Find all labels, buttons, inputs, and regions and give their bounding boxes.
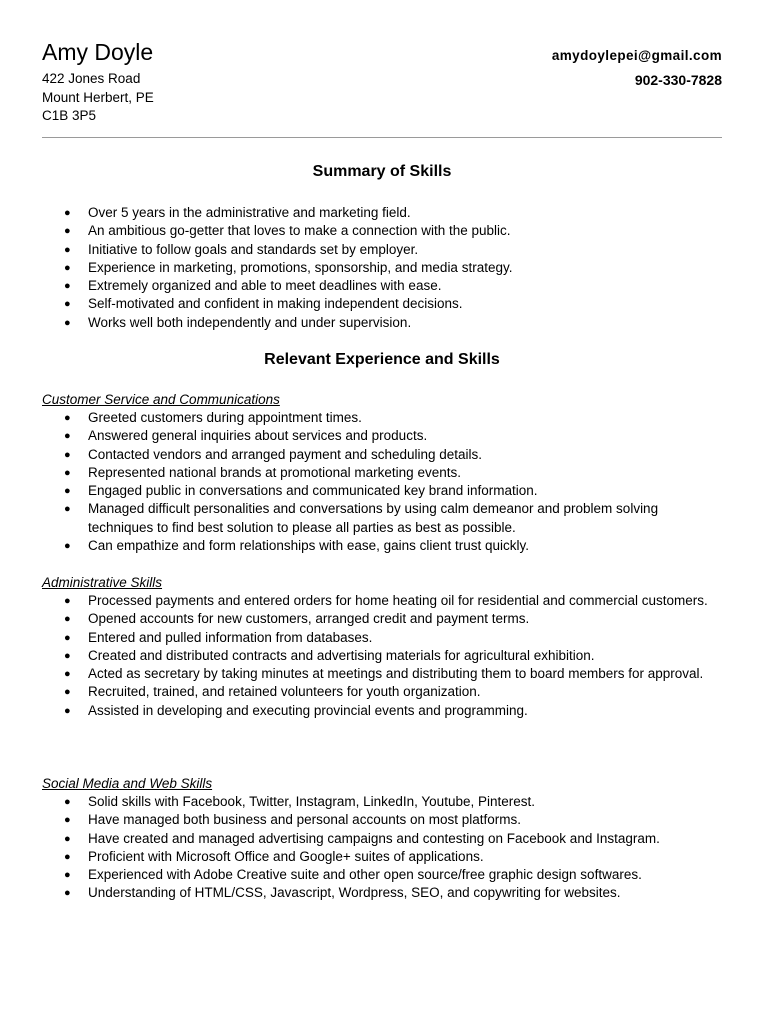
list-item-text: Works well both independently and under supervision.: [88, 314, 412, 330]
list-item-text: Understanding of HTML/CSS, Javascript, Wordpress, SEO, and copywriting for websites.: [88, 885, 621, 901]
list-item-text: Solid skills with Facebook, Twitter, Instagram, LinkedIn, Youtube, Pinterest.: [88, 794, 535, 809]
bullet-icon: ●: [64, 631, 71, 644]
list-item: [42, 665, 722, 683]
list-item: [42, 241, 722, 259]
list-item-text: Processed payments and entered orders for home heating oil for residential and commercial customers.: [88, 593, 708, 608]
bullet-icon: ●: [64, 280, 71, 293]
list-item-text: Greeted customers during appointment times.: [88, 410, 362, 425]
bullet-icon: ●: [64, 595, 71, 607]
list-item-text: Acted as secretary by taking minutes at meetings and distributing them to board members for approval.: [88, 666, 704, 682]
experience-heading: Relevant Experience and Skills: [264, 351, 500, 368]
list-item: [42, 866, 722, 884]
address-line: C1B 3P5: [42, 108, 97, 123]
list-item-text: Can empathize and form relationships with ease, gains client trust quickly.: [88, 538, 529, 554]
list-item: [42, 683, 722, 701]
list-item: [42, 464, 722, 482]
list-item-text: Contacted vendors and arranged payment and scheduling details.: [88, 446, 483, 462]
bullet-icon: ●: [64, 298, 71, 311]
bullet-icon: ●: [64, 225, 71, 238]
list-item-text: Created and distributed contracts and advertising materials for agricultural exhibition.: [88, 647, 595, 663]
list-item-text: Recruited, trained, and retained volunteers for youth organization.: [88, 684, 481, 700]
customer-service-list: [42, 409, 722, 555]
bullet-icon: ●: [64, 412, 71, 424]
bullet-icon: ●: [64, 485, 71, 498]
bullet-icon: ●: [64, 448, 71, 461]
bullet-icon: ●: [64, 869, 71, 882]
bullet-icon: ●: [64, 668, 71, 681]
bullet-icon: ●: [64, 832, 71, 845]
list-item: [42, 259, 722, 277]
candidate-name: Amy Doyle: [42, 39, 154, 65]
list-item: [42, 277, 722, 295]
bullet-icon: ●: [64, 540, 71, 553]
phone-number: 902-330-7828: [634, 72, 722, 88]
list-item: [42, 884, 722, 902]
list-item: [42, 409, 722, 427]
list-item: [42, 629, 722, 647]
social-media-list: [42, 793, 722, 903]
list-item-text: Entered and pulled information from databases.: [88, 629, 373, 645]
bullet-icon: ●: [64, 613, 71, 626]
list-item-text: Experience in marketing, promotions, sponsorship, and media strategy.: [88, 259, 513, 275]
list-item: [42, 427, 722, 445]
bullet-icon: ●: [64, 430, 71, 443]
list-item-text: Extremely organized and able to meet deadlines with ease.: [88, 278, 442, 294]
bullet-icon: ●: [64, 207, 71, 219]
contact-info: [552, 46, 722, 91]
list-item-text: Opened accounts for new customers, arranged credit and payment terms.: [88, 611, 530, 627]
list-item-text: Proficient with Microsoft Office and Google+ suites of applications.: [88, 848, 484, 864]
list-item: [42, 295, 722, 313]
list-item-text: Represented national brands at promotional marketing events.: [88, 464, 461, 480]
list-item: [42, 592, 722, 610]
bullet-icon: ●: [64, 243, 71, 256]
bullet-icon: ●: [64, 316, 71, 329]
list-item: [42, 482, 722, 500]
bullet-icon: ●: [64, 261, 71, 274]
section-title-social-media: Social Media and Web Skills: [42, 776, 213, 791]
list-item-text: Experienced with Adobe Creative suite and other open source/free graphic design softwares.: [88, 867, 642, 883]
list-item: [42, 848, 722, 866]
list-item: [42, 222, 722, 240]
bullet-icon: ●: [64, 850, 71, 863]
list-item-text: Have managed both business and personal accounts on most platforms.: [88, 812, 522, 828]
list-item: [42, 647, 722, 665]
list-item: [42, 830, 722, 848]
list-item: [42, 811, 722, 829]
list-item: [42, 204, 722, 222]
list-item: [42, 314, 722, 332]
bullet-icon: ●: [64, 814, 71, 827]
summary-list: [42, 204, 722, 332]
section-title-administrative: Administrative Skills: [42, 575, 163, 590]
address-line: 422 Jones Road: [42, 71, 141, 86]
list-item-text: Self-motivated and confident in making independent decisions.: [88, 296, 463, 312]
bullet-icon: ●: [64, 503, 71, 516]
administrative-list: [42, 592, 722, 720]
list-item: [42, 793, 722, 811]
bullet-icon: ●: [64, 796, 71, 808]
list-item-text: Engaged public in conversations and communicated key brand information.: [88, 483, 538, 499]
bullet-icon: ●: [64, 686, 71, 699]
header-divider: [42, 137, 722, 138]
list-item: [42, 446, 722, 464]
list-item: [42, 610, 722, 628]
list-item: [42, 537, 722, 555]
list-item-text: Assisted in developing and executing provincial events and programming.: [88, 702, 528, 718]
list-item: [42, 702, 722, 720]
bullet-icon: ●: [64, 649, 71, 662]
mailing-address: [42, 70, 154, 126]
list-item-text: Answered general inquiries about services and products.: [88, 428, 428, 444]
bullet-icon: ●: [64, 466, 71, 479]
list-item-text: Have created and managed advertising campaigns and contesting on Facebook and Instagram.: [88, 830, 660, 846]
bullet-icon: ●: [64, 704, 71, 717]
list-item-text: Over 5 years in the administrative and marketing field.: [88, 205, 411, 220]
list-item-text: Initiative to follow goals and standards set by employer.: [88, 241, 419, 257]
list-item: [42, 500, 722, 537]
list-item-text: An ambitious go-getter that loves to make a connection with the public.: [88, 223, 511, 239]
section-title-customer-service: Customer Service and Communications: [42, 392, 280, 407]
email-address: amydoylepei@gmail.com: [551, 48, 722, 63]
address-line: Mount Herbert, PE: [42, 89, 154, 105]
bullet-icon: ●: [64, 887, 71, 900]
summary-heading: Summary of Skills: [312, 163, 452, 180]
list-item-text: Managed difficult personalities and conversations by using calm demeanor and problem solving techniques to find best solution to please all parties as best as possible.: [88, 501, 659, 535]
